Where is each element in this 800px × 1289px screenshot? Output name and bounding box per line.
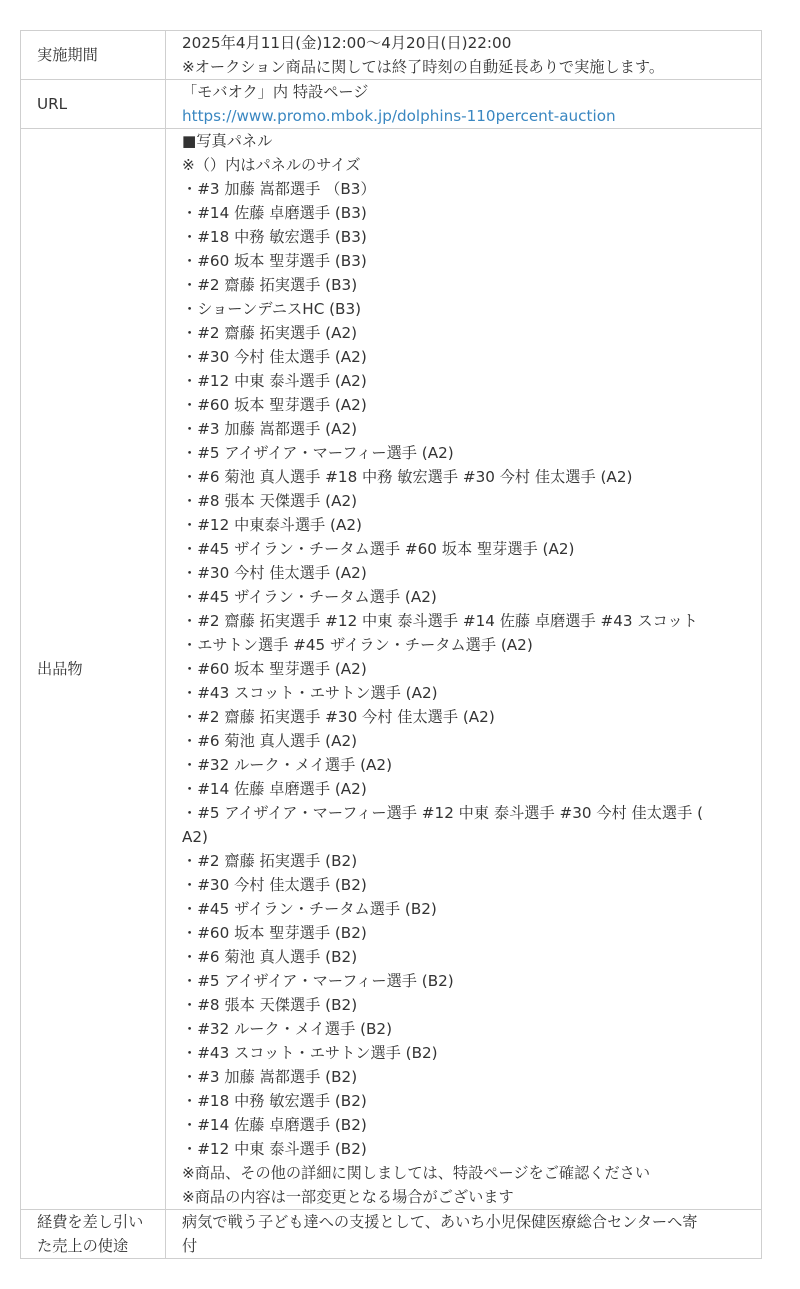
url-row: [21, 80, 762, 129]
item-entry: ・#12 中東泰斗選手 (A2): [182, 516, 362, 534]
item-entry: ・#43 スコット・エサトン選手 (B2): [182, 1044, 438, 1062]
period-row: [21, 31, 762, 80]
item-entry: ・#60 坂本 聖芽選手 (A2): [182, 396, 367, 414]
usage-label-line: た売上の使途: [37, 1237, 129, 1255]
item-entry: ・#18 中務 敏宏選手 (B2): [182, 1092, 367, 1110]
item-entry: ・#3 加藤 嵩都選手 (A2): [182, 420, 358, 438]
item-entry: ・#12 中東 泰斗選手 (A2): [182, 372, 367, 390]
item-entry: ・#14 佐藤 卓磨選手 (B3): [182, 204, 367, 222]
item-entry: ・#30 今村 佳太選手 (A2): [182, 348, 367, 366]
item-entry: ・#5 アイザイア・マーフィー選手 #12 中東 泰斗選手 #30 今村 佳太選手 (: [182, 804, 704, 822]
items-size-note: ※（）内はパネルのサイズ: [182, 156, 361, 174]
item-entry: ・#12 中東 泰斗選手 (B2): [182, 1140, 367, 1158]
item-entry: ・#30 今村 佳太選手 (B2): [182, 876, 367, 894]
period-dates: 2025年4月11日(金)12:00〜4月20日(日)22:00: [182, 34, 512, 52]
item-entry: ・#6 菊池 真人選手 (B2): [182, 948, 358, 966]
item-entry: ・#5 アイザイア・マーフィー選手 (A2): [182, 444, 454, 462]
item-entry: ・#2 齋藤 拓実選手 (B2): [182, 852, 358, 870]
item-entry: ・#18 中務 敏宏選手 (B3): [182, 228, 367, 246]
items-row: [21, 129, 762, 1210]
item-entry: ・#3 加藤 嵩都選手 （B3）: [182, 180, 376, 198]
item-entry: ・#6 菊池 真人選手 (A2): [182, 732, 358, 750]
item-entry: ・#32 ルーク・メイ選手 (A2): [182, 756, 392, 774]
item-entry: ・#32 ルーク・メイ選手 (B2): [182, 1020, 393, 1038]
item-entry: ・#45 ザイラン・チータム選手 (B2): [182, 900, 437, 918]
item-entry: ・#14 佐藤 卓磨選手 (A2): [182, 780, 367, 798]
item-entry: ・#2 齋藤 拓実選手 #30 今村 佳太選手 (A2): [182, 708, 495, 726]
item-entry: ・#43 スコット・エサトン選手 (A2): [182, 684, 438, 702]
item-entry: ・#8 張本 天傑選手 (A2): [182, 492, 358, 510]
period-value: [166, 31, 762, 80]
items-heading: ■写真パネル: [182, 132, 273, 150]
item-entry: ・#45 ザイラン・チータム選手 (A2): [182, 588, 437, 606]
url-value: [166, 80, 762, 129]
item-entry: ・#2 齋藤 拓実選手 (A2): [182, 324, 358, 342]
usage-text-line: 付: [182, 1237, 198, 1255]
usage-label-line: 経費を差し引い: [37, 1213, 144, 1231]
item-entry: ・#3 加藤 嵩都選手 (B2): [182, 1068, 358, 1086]
item-entry: ・エサトン選手 #45 ザイラン・チータム選手 (A2): [182, 636, 533, 654]
period-label: 実施期間: [21, 31, 166, 80]
period-note: ※オークション商品に関しては終了時刻の自動延長ありで実施します。: [182, 58, 665, 76]
usage-text-line: 病気で戦う子ども達への支援として、あいち小児保健医療総合センターへ寄: [182, 1213, 698, 1231]
usage-label: [21, 1210, 166, 1259]
item-entry: ・#14 佐藤 卓磨選手 (B2): [182, 1116, 367, 1134]
items-list: [182, 177, 751, 1161]
items-label: 出品物: [21, 129, 166, 1210]
item-entry: ・ショーンデニスHC (B3): [182, 300, 362, 318]
usage-row: [21, 1210, 762, 1259]
item-entry: ・#6 菊池 真人選手 #18 中務 敏宏選手 #30 今村 佳太選手 (A2): [182, 468, 633, 486]
url-description: 「モバオク」内 特設ページ: [182, 83, 369, 101]
usage-value: [166, 1210, 762, 1259]
item-entry: ・#30 今村 佳太選手 (A2): [182, 564, 367, 582]
item-entry: A2): [182, 828, 208, 846]
item-entry: ・#60 坂本 聖芽選手 (A2): [182, 660, 367, 678]
url-label: URL: [21, 80, 166, 129]
item-entry: ・#5 アイザイア・マーフィー選手 (B2): [182, 972, 454, 990]
item-entry: ・#45 ザイラン・チータム選手 #60 坂本 聖芽選手 (A2): [182, 540, 575, 558]
item-entry: ・#8 張本 天傑選手 (B2): [182, 996, 358, 1014]
special-page-link[interactable]: https://www.promo.mbok.jp/dolphins-110percent-auction: [182, 107, 616, 125]
item-entry: ・#2 齋藤 拓実選手 #12 中東 泰斗選手 #14 佐藤 卓磨選手 #43 スコット: [182, 612, 698, 630]
item-entry: ・#60 坂本 聖芽選手 (B2): [182, 924, 367, 942]
items-value: [166, 129, 762, 1210]
item-entry: ・#60 坂本 聖芽選手 (B3): [182, 252, 367, 270]
items-footnote: ※商品、その他の詳細に関しましては、特設ページをご確認ください: [182, 1164, 651, 1182]
info-table: [20, 30, 762, 1259]
items-footnote: ※商品の内容は一部変更となる場合がございます: [182, 1188, 514, 1206]
item-entry: ・#2 齋藤 拓実選手 (B3): [182, 276, 358, 294]
